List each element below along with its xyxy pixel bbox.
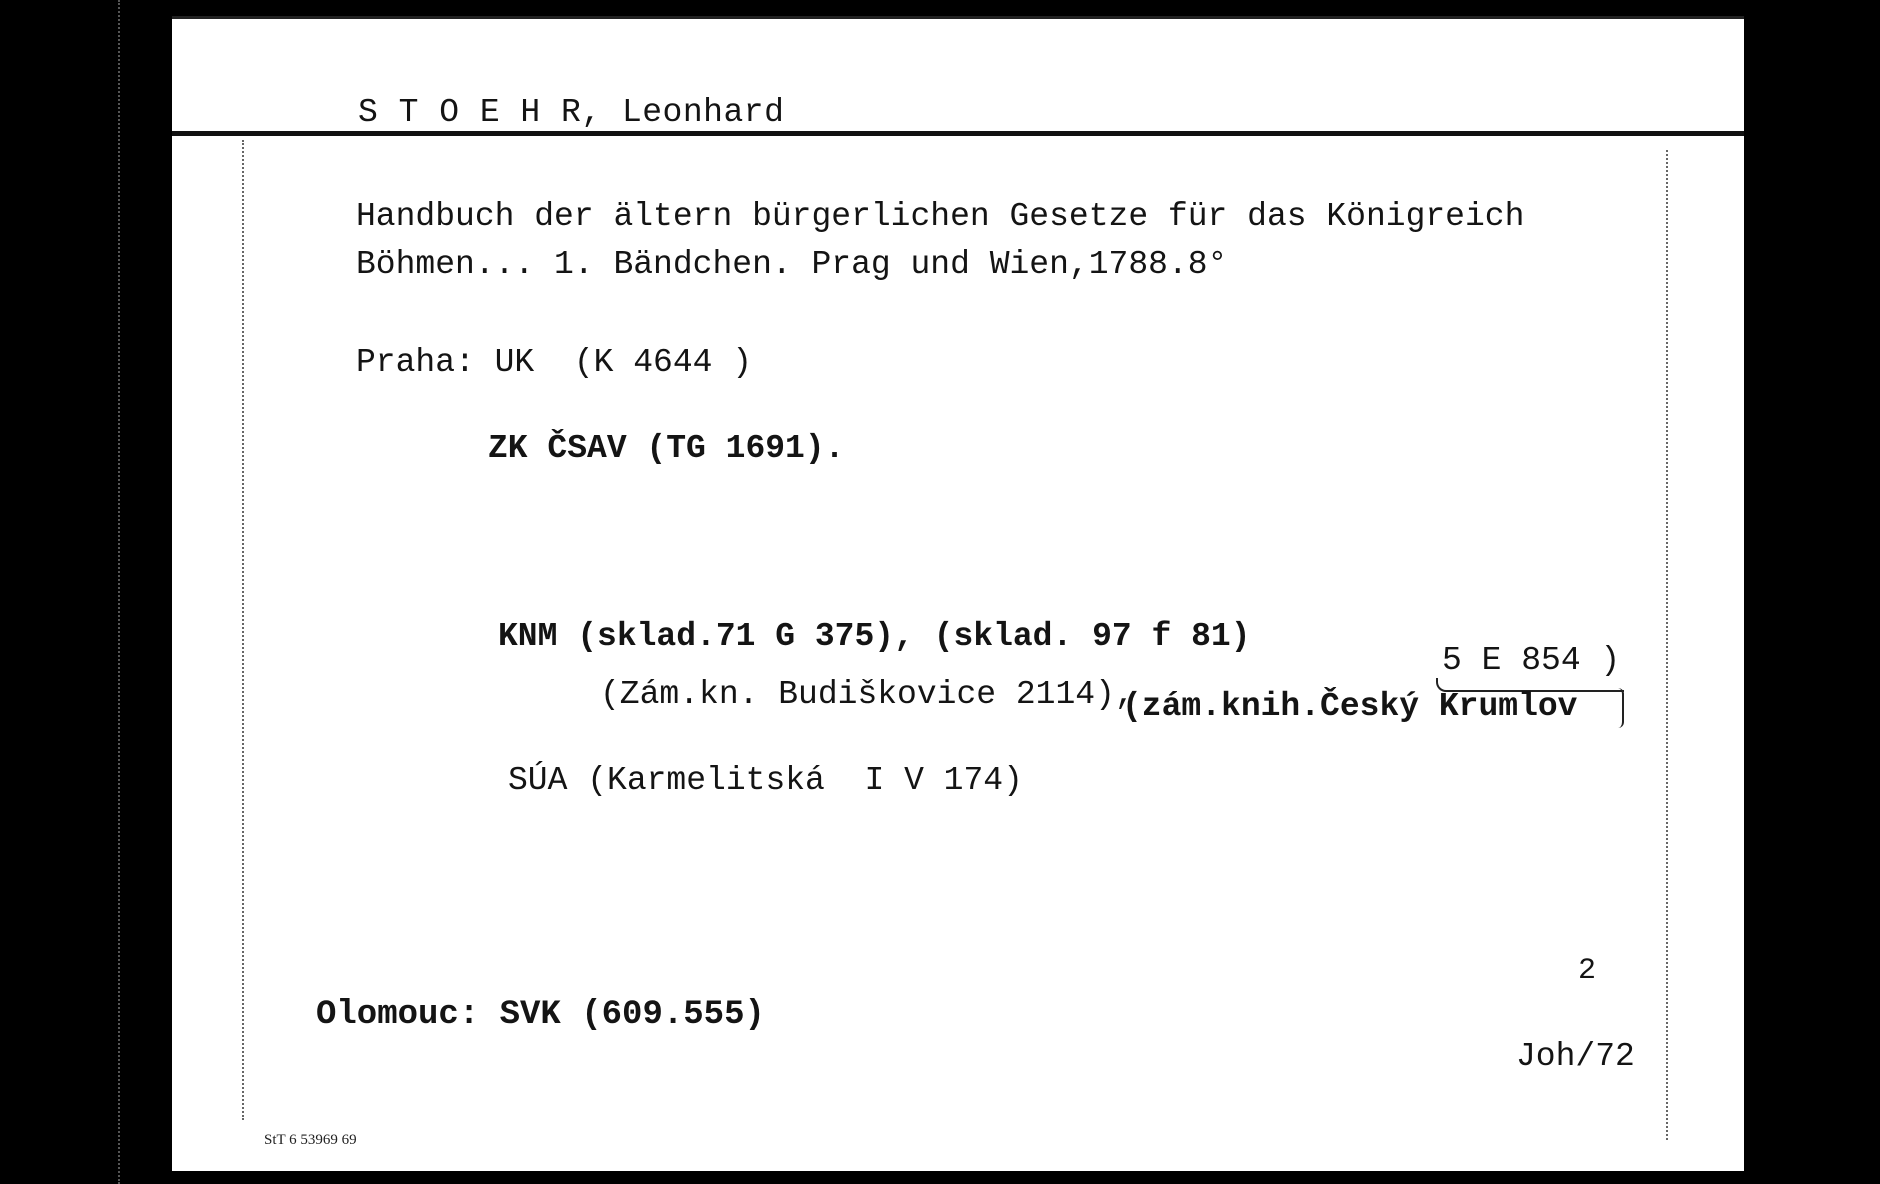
shelf-mark-annotation: 5 E 854 )	[1442, 642, 1621, 679]
annotation-bracket-end	[1616, 688, 1624, 728]
right-margin-line	[1666, 150, 1668, 1140]
title-line-2: Böhmen... 1. Bändchen. Prag und Wien,1788.8°	[356, 246, 1228, 283]
title-line-1: Handbuch der ältern bürgerlichen Gesetze für das Königreich	[356, 198, 1525, 235]
cataloger-signature: Joh/72	[1516, 1038, 1635, 1075]
holding-praha-uk: Praha: UK (K 4644 )	[356, 344, 753, 381]
author-heading: S T O E H R, Leonhard	[358, 94, 785, 131]
left-margin-line	[242, 140, 244, 1120]
holding-budiskovice: (Zám.kn. Budiškovice 2114),	[600, 676, 1135, 713]
holding-knm: KNM (sklad.71 G 375), (sklad. 97 f 81)	[498, 618, 1251, 655]
holding-olomouc: Olomouc: SVK (609.555)	[316, 996, 765, 1034]
holding-cesky-krumlov: (zám.knih.Český Krumlov	[1122, 688, 1578, 725]
printer-stamp: StT 6 53969 69	[264, 1132, 357, 1148]
page-number: 2	[1578, 954, 1597, 988]
holding-zk-csav: ZK ČSAV (TG 1691).	[488, 430, 845, 467]
holding-sua: SÚA (Karmelitská I V 174)	[508, 762, 1023, 799]
header-rule	[172, 131, 1744, 136]
scan-edge	[118, 0, 130, 1184]
